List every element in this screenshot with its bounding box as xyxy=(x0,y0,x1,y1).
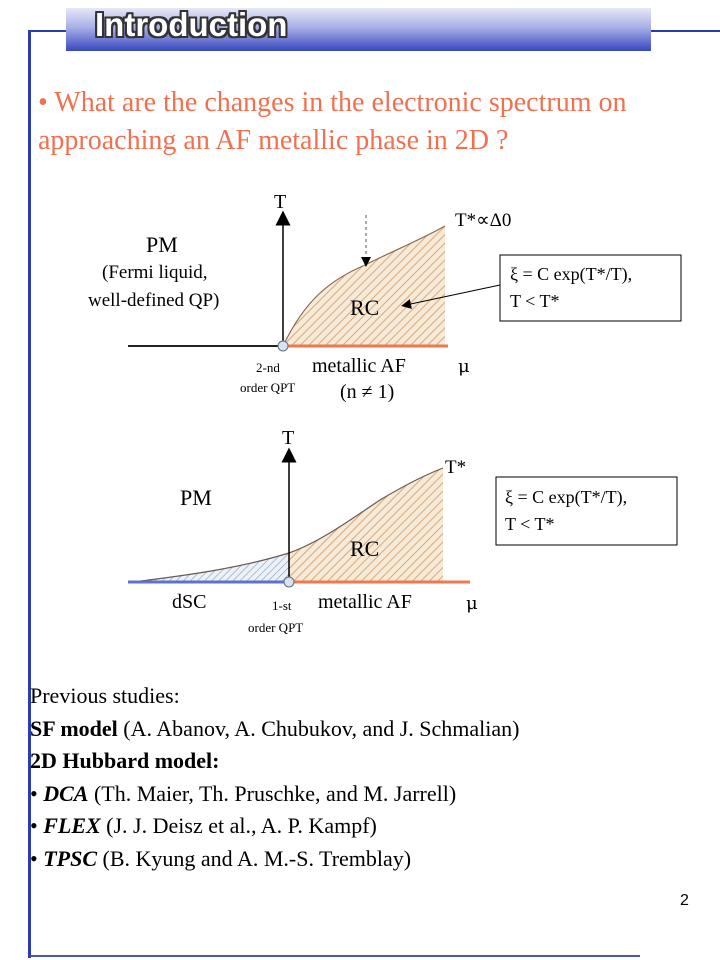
rc-label-2: RC xyxy=(350,536,380,561)
dsc-label-2: dSC xyxy=(172,591,207,613)
tpsc-authors: (B. Kyung and A. M.-S. Tremblay) xyxy=(97,845,412,871)
hubbard-heading xyxy=(30,745,690,778)
xi-formula-2-line-1: ξ = C exp(T*/T), xyxy=(505,487,628,507)
dca-authors: (Th. Maier, Th. Pruschke, and M. Jarrell) xyxy=(88,780,457,806)
pm-label-2: PM xyxy=(180,485,212,510)
question-text: • What are the changes in the electronic spectrum on approaching an AF metallic phase in 2D ? xyxy=(38,87,627,156)
dca-name: DCA xyxy=(43,780,89,806)
pm-label-1: PM xyxy=(146,232,178,257)
rc-label-1: RC xyxy=(350,295,380,320)
tpsc-ref xyxy=(30,843,690,876)
qpt-label-2-line-1: 1-st xyxy=(272,598,292,613)
t-axis-label-2: T xyxy=(282,427,295,449)
t-axis-label-1: T xyxy=(274,191,287,213)
rc-region-1 xyxy=(283,226,445,346)
hubbard-label: 2D Hubbard model: xyxy=(30,748,220,773)
mu-label-1: μ xyxy=(458,356,470,377)
dca-ref xyxy=(30,778,690,811)
xi-formula-1-line-1: ξ = C exp(T*/T), xyxy=(510,264,633,284)
xi-formula-2-line-2: T < T* xyxy=(505,514,555,534)
qpt-label-2-line-2: order QPT xyxy=(248,620,304,635)
previous-studies-heading: Previous studies: xyxy=(30,683,180,708)
flex-authors: (J. J. Deisz et al., A. P. Kampf) xyxy=(100,813,377,838)
qpt-label-1-line-1: 2-nd xyxy=(256,360,280,375)
pm-desc-line-1: (Fermi liquid, xyxy=(102,262,208,283)
previous-studies xyxy=(30,680,690,875)
sf-model-ref xyxy=(30,713,690,746)
diagram-2 xyxy=(128,455,677,587)
qpt-point-1 xyxy=(278,341,288,351)
af-label-1-line-2: (n ≠ 1) xyxy=(340,381,395,403)
pm-desc-line-2: well-defined QP) xyxy=(88,290,220,311)
page-number: 2 xyxy=(680,892,689,909)
flex-name: FLEX xyxy=(43,813,101,838)
qpt-point-2 xyxy=(284,577,294,587)
mu-label-2: μ xyxy=(466,593,478,614)
slide-title: Introduction xyxy=(95,6,288,43)
tstar-label-2: T* xyxy=(445,457,467,478)
rc-region-2 xyxy=(289,468,443,582)
qpt-label-1-line-2: order QPT xyxy=(240,380,296,395)
sf-model-authors: (A. Abanov, A. Chubukov, and J. Schmalian) xyxy=(117,715,520,741)
af-label-2: metallic AF xyxy=(318,591,412,613)
bullet: • xyxy=(30,780,44,806)
frame-bottom-border xyxy=(30,955,640,957)
af-label-1-line-1: metallic AF xyxy=(312,355,406,377)
bullet: • xyxy=(30,845,44,871)
tstar-relation-label: T*∝Δ0 xyxy=(455,210,512,231)
sc-region-2 xyxy=(133,553,289,582)
xi-formula-1-line-2: T < T* xyxy=(510,291,560,311)
bullet: • xyxy=(30,813,44,838)
tpsc-name: TPSC xyxy=(43,845,97,871)
sf-model-name: SF model xyxy=(30,715,118,741)
flex-ref xyxy=(30,810,690,843)
